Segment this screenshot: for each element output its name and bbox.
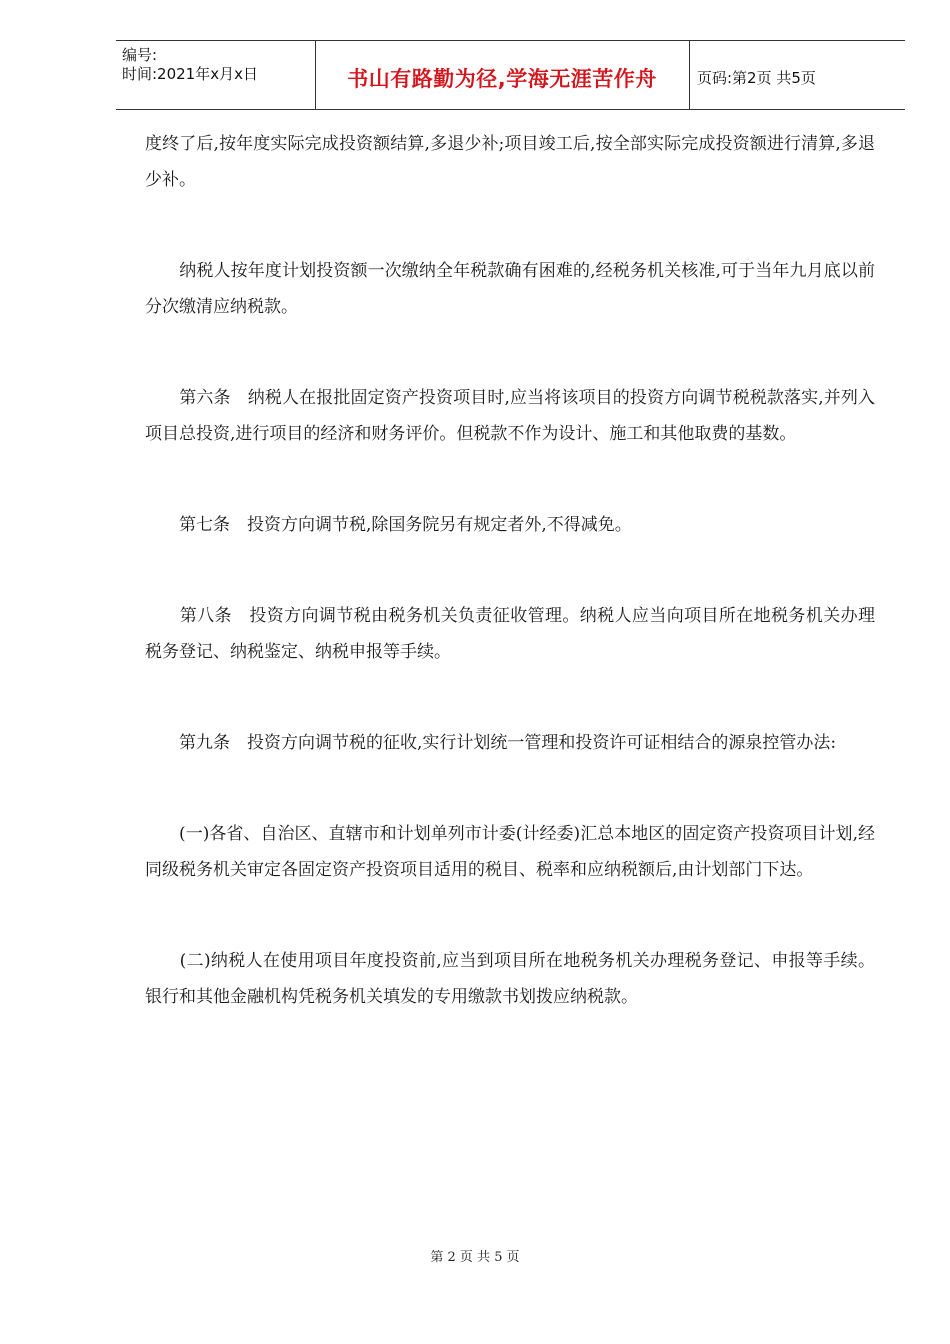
- page-header: [116, 40, 905, 110]
- header-page-cell: [689, 41, 905, 109]
- page-footer: 第 2 页 共 5 页: [430, 1250, 520, 1265]
- paragraph: (一)各省、自治区、直辖市和计划单列市计委(计经委)汇总本地区的固定资产投资项目计划,经同级税务机关审定各固定资产投资项目适用的税目、税率和应纳税额后,由计划部门下达。: [145, 824, 875, 880]
- date-label: 时间:2021年x月x日: [122, 65, 258, 83]
- paragraph: 纳税人按年度计划投资额一次缴纳全年税款确有困难的,经税务机关核准,可于当年九月底以前分次缴清应纳税款。: [145, 261, 875, 317]
- serial-number-label: 编号:: [122, 46, 158, 64]
- paragraph: (二)纳税人在使用项目年度投资前,应当到项目所在地税务机关办理税务登记、申报等手续。银行和其他金融机构凭税务机关填发的专用缴款书划拨应纳税款。: [145, 951, 875, 1007]
- paragraph: 第八条 投资方向调节税由税务机关负责征收管理。纳税人应当向项目所在地税务机关办理税务登记、纳税鉴定、纳税申报等手续。: [145, 606, 875, 662]
- paragraph: 度终了后,按年度实际完成投资额结算,多退少补;项目竣工后,按全部实际完成投资额进行清算,多退少补。: [145, 134, 875, 190]
- document-body: [145, 126, 875, 1070]
- motto-text: 书山有路勤为径,学海无涯苦作舟: [347, 67, 657, 91]
- paragraph: 第七条 投资方向调节税,除国务院另有规定者外,不得减免。: [145, 515, 632, 535]
- header-meta-cell: [116, 41, 316, 109]
- paragraph: 第六条 纳税人在报批固定资产投资项目时,应当将该项目的投资方向调节税税款落实,并列入项目总投资,进行项目的经济和财务评价。但税款不作为设计、施工和其他取费的基数。: [145, 388, 875, 444]
- page-info-label: 页码:第2页 共5页: [697, 69, 816, 87]
- header-motto-cell: [315, 41, 690, 109]
- paragraph: 第九条 投资方向调节税的征收,实行计划统一管理和投资许可证相结合的源泉控管办法:: [145, 733, 837, 753]
